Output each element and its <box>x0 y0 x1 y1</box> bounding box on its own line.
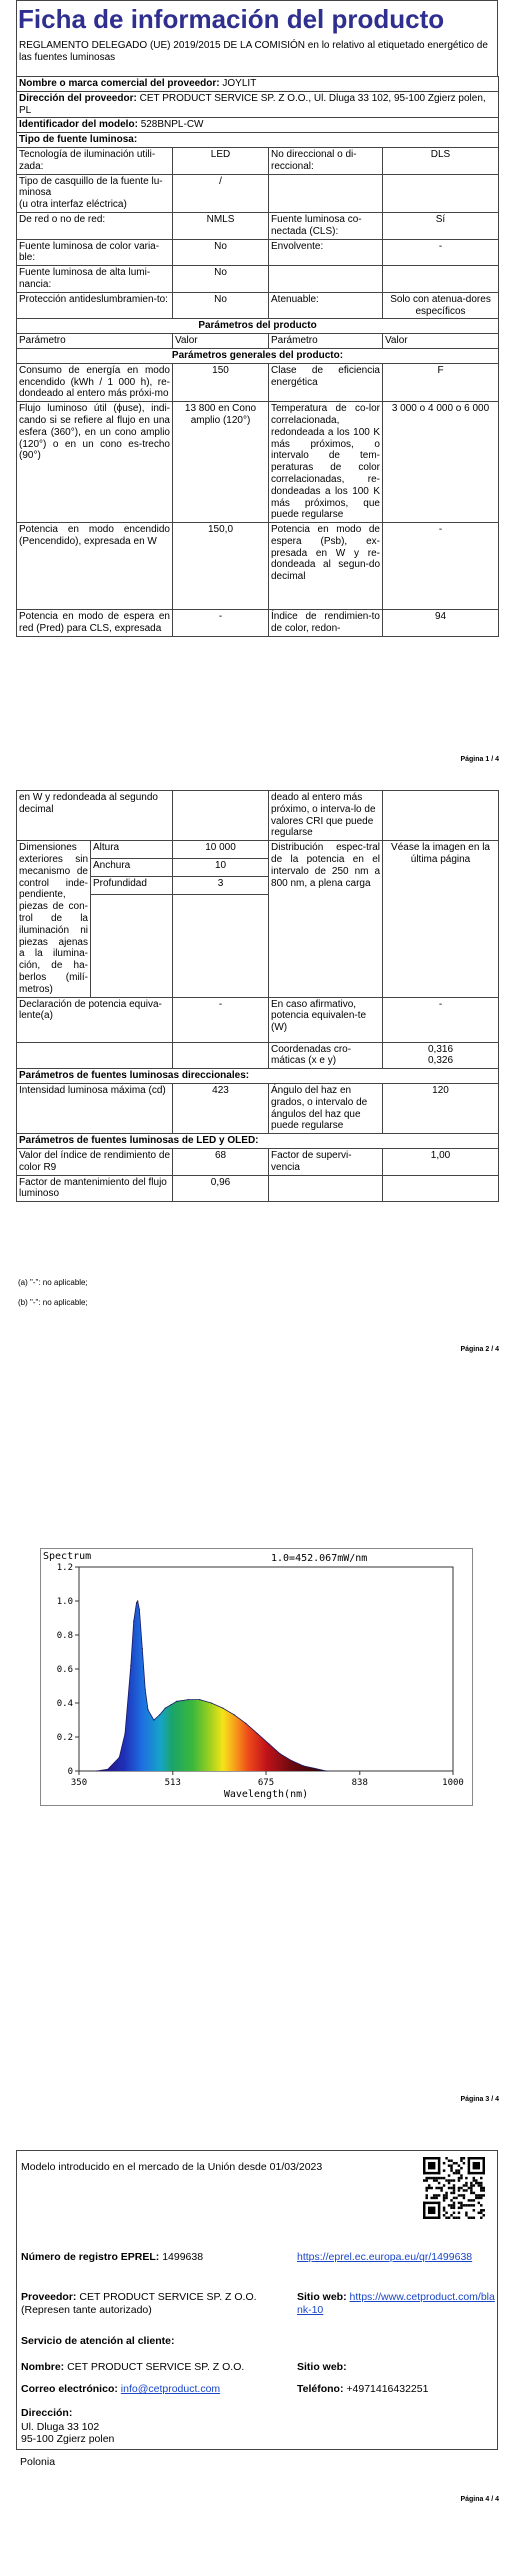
directional-params-title: Parámetros de fuentes luminosas direccionales: <box>17 1069 499 1084</box>
light-type-row <box>17 174 499 212</box>
param-label: en W y redondeada al segundo decimal <box>17 791 173 841</box>
spectrum-chart <box>40 1548 473 1806</box>
spectrum-point <box>159 1714 160 1715</box>
spectrum-point <box>136 1602 137 1603</box>
param-label: Tipo de casquillo de la fuente lu-minosa (u otra interfaz eléctrica) <box>17 174 173 212</box>
param-value <box>383 174 499 212</box>
x-tick-label: 513 <box>164 1778 181 1788</box>
address-title: Dirección: <box>21 2407 73 2419</box>
market-intro-text: Modelo introducido en el mercado de la Unión desde 01/03/2023 <box>21 2161 323 2173</box>
param-value: - <box>383 523 499 610</box>
page-number: Página 2 / 4 <box>460 1346 499 1353</box>
param-label: deado al entero más próximo, o interva-lo de valores CRI que puede regularse <box>269 791 383 841</box>
led-row <box>17 1175 499 1202</box>
param-label: Temperatura de co-lor correlacionada, redondeada a los 100 K más próximos, o intervalo de tem-peraturas de color correlacionadas, re-dondeadas a los 100 K más próximos, que puede regularse <box>269 402 383 523</box>
param-label: Clase de eficiencia energética <box>269 363 383 401</box>
spectrum-point <box>130 1665 131 1666</box>
param-value: 13 800 en Cono amplio (120°) <box>173 402 269 523</box>
chromaticity-row <box>17 1042 499 1069</box>
light-type-row <box>17 212 499 239</box>
spectrum-svg <box>41 1549 472 1805</box>
spectral-distribution-value: Véase la imagen en la última página <box>383 841 499 997</box>
param-label: Índice de rendimien-to de color, redon- <box>269 610 383 637</box>
param-value <box>383 1175 499 1202</box>
y-tick-label: 0.4 <box>56 1699 73 1709</box>
param-value: F <box>383 363 499 401</box>
dimension-name: Anchura <box>91 858 173 876</box>
footnote-a: (a) "-": no aplicable; <box>18 1278 88 1287</box>
param-label <box>269 266 383 293</box>
email-row: Correo electrónico: info@cetproduct.com <box>21 2383 221 2395</box>
param-label: Fuente luminosa co-nectada (CLS): <box>269 212 383 239</box>
param-value: NMLS <box>173 212 269 239</box>
param-label: Protección antideslumbramien-to: <box>17 292 173 319</box>
param-value: Solo con atenua-dores específicos <box>383 292 499 319</box>
page-number: Página 3 / 4 <box>460 2096 499 2103</box>
page-number: Página 1 / 4 <box>460 756 499 763</box>
email-link[interactable]: info@cetproduct.com <box>120 2383 221 2395</box>
param-value: 0,316 0,326 <box>383 1042 499 1069</box>
param-label: Potencia en modo de espera (Psb), ex-presada en W y re-dondeada al segun-do decimal <box>269 523 383 610</box>
spectrum-point <box>268 1743 269 1744</box>
website-row: Sitio web: https://www.cetproduct.com/blank-10 <box>297 2291 495 2317</box>
param-label: Ángulo del haz en grados, o intervalo de ángulos del haz que puede regularse <box>269 1083 383 1133</box>
param-label: Flujo luminoso útil (ϕuse), indi-cando si se refiere al flujo en una esfera (360°), en un cono amplio (120°) o en un cono es-trecho (90°) <box>17 402 173 523</box>
dimension-value: 10 000 <box>173 841 269 859</box>
spectral-distribution-label: Distribución espec-tral de la potencia en el intervalo de 250 nm a 800 nm, a plena carga <box>269 841 383 997</box>
param-label <box>269 1175 383 1202</box>
chart-annotation: 1.0=452.067mW/nm <box>271 1553 368 1564</box>
param-label: Declaración de potencia equiva-lente(a) <box>17 997 173 1042</box>
continued-row <box>17 791 499 841</box>
y-tick-label: 0.6 <box>56 1665 73 1675</box>
spectrum-point <box>107 1769 108 1770</box>
provider-row: Proveedor: CET PRODUCT SERVICE SP. Z O.O. (Represen tante autorizado) <box>21 2291 257 2317</box>
spectrum-point <box>199 1699 200 1700</box>
spectrum-point <box>291 1760 292 1761</box>
param-value: DLS <box>383 147 499 174</box>
param-value: - <box>173 997 269 1042</box>
dimension-value: 3 <box>173 876 269 894</box>
product-params-title: Parámetros del producto <box>17 319 499 334</box>
model-id-row: Identificador del modelo: 528BNPL-CW <box>17 118 499 133</box>
spectrum-point <box>234 1714 235 1715</box>
param-value: - <box>383 997 499 1042</box>
spectrum-point <box>145 1689 146 1690</box>
website-link[interactable]: https://www.cetproduct.com/blank-10 <box>297 2291 495 2317</box>
param-label: Envolvente: <box>269 239 383 266</box>
param-label: Factor de supervi-vencia <box>269 1148 383 1175</box>
param-label: De red o no de red: <box>17 212 173 239</box>
general-params-title: Parámetros generales del producto: <box>17 348 499 363</box>
dimension-value: 10 <box>173 858 269 876</box>
x-axis-label: Wavelength(nm) <box>223 1789 309 1800</box>
spectrum-point <box>142 1648 143 1649</box>
page-title: Ficha de información del producto <box>18 4 445 34</box>
spectrum-point <box>170 1704 171 1705</box>
led-params-title: Parámetros de fuentes luminosas de LED y OLED: <box>17 1134 499 1149</box>
x-tick-label: 838 <box>351 1778 368 1788</box>
address-line: Ul. Dluga 33 102 <box>21 2421 100 2433</box>
param-label: Valor del índice de rendimiento de color R9 <box>17 1148 173 1175</box>
param-value: No <box>173 266 269 293</box>
qr-code-icon <box>423 2157 485 2219</box>
spectrum-point <box>326 1770 327 1771</box>
spectrum-point <box>176 1701 177 1702</box>
param-value: 68 <box>173 1148 269 1175</box>
param-value: 150 <box>173 363 269 401</box>
eprel-link[interactable]: https://eprel.ec.europa.eu/qr/1499638 <box>297 2251 473 2263</box>
service-name-row: Nombre: CET PRODUCT SERVICE SP. Z O.O. <box>21 2361 245 2373</box>
equivalent-power-row <box>17 997 499 1042</box>
spectrum-area <box>96 1601 326 1771</box>
param-label: Atenuable: <box>269 292 383 319</box>
param-value: - <box>383 239 499 266</box>
light-type-row <box>17 239 499 266</box>
light-type-row <box>17 266 499 293</box>
spectrum-point <box>96 1770 97 1771</box>
param-label: Tecnología de iluminación utili-zada: <box>17 147 173 174</box>
page-number: Página 4 / 4 <box>460 2496 499 2503</box>
col-header: Valor <box>383 334 499 349</box>
x-axis <box>71 1771 464 1788</box>
service-web-row: Sitio web: <box>297 2361 347 2373</box>
param-label: Consumo de energía en modo encendido (kWh / 1 000 h), re-dondeado al entero más próxi-mo <box>17 363 173 401</box>
y-tick-label: 0.2 <box>56 1733 73 1743</box>
spectrum-point <box>137 1600 138 1601</box>
param-label: Intensidad luminosa máxima (cd) <box>17 1083 173 1133</box>
spectrum-point <box>133 1621 134 1622</box>
footnote-b: (b) "-": no aplicable; <box>18 1298 88 1307</box>
param-value: 120 <box>383 1083 499 1133</box>
param-label: No direccional o di-reccional: <box>269 147 383 174</box>
param-label: Factor de mantenimiento del flujo luminoso <box>17 1175 173 1202</box>
param-value: Sí <box>383 212 499 239</box>
light-type-row <box>17 147 499 174</box>
column-header-row <box>17 334 499 349</box>
x-tick-label: 675 <box>257 1778 275 1788</box>
x-tick-label: 1000 <box>442 1778 464 1788</box>
param-label <box>269 174 383 212</box>
address-line: Polonia <box>20 2456 56 2468</box>
param-value: / <box>173 174 269 212</box>
spectrum-point <box>188 1699 189 1700</box>
dimensions-row <box>17 841 499 859</box>
param-label: Fuente luminosa de color varia-ble: <box>17 239 173 266</box>
info-table-page-2 <box>16 790 499 1202</box>
spectrum-point <box>147 1709 148 1710</box>
light-type-rows <box>17 147 499 318</box>
eprel-row: Número de registro EPREL: 1499638 <box>21 2251 204 2263</box>
light-type-row <box>17 292 499 319</box>
dimension-name: Profundidad <box>91 876 173 894</box>
y-tick-label: 1.2 <box>56 1563 73 1573</box>
regulation-text: REGLAMENTO DELEGADO (UE) 2019/2015 DE LA COMISIÓN en lo relativo al etiquetado energético de las fuentes luminosas <box>19 40 488 63</box>
chart-title: Spectrum <box>43 1551 92 1562</box>
col-header: Parámetro <box>17 334 173 349</box>
param-value: - <box>173 610 269 637</box>
led-row <box>17 1148 499 1175</box>
param-label: Potencia en modo encendido (Pencendido), expresada en W <box>17 523 173 610</box>
general-param-row <box>17 610 499 637</box>
param-value <box>383 266 499 293</box>
param-value: LED <box>173 147 269 174</box>
param-value: 3 000 o 4 000 o 6 000 <box>383 402 499 523</box>
general-param-row <box>17 523 499 610</box>
param-label: En caso afirmativo, potencia equivalen-te (W) <box>269 997 383 1042</box>
param-value: 0,96 <box>173 1175 269 1202</box>
spectrum-point <box>280 1753 281 1754</box>
general-params-rows <box>17 363 499 636</box>
y-tick-label: 0.8 <box>56 1631 73 1641</box>
y-axis <box>57 1563 79 1777</box>
spectrum-point <box>211 1702 212 1703</box>
col-header: Parámetro <box>269 334 383 349</box>
spectrum-point <box>119 1757 120 1758</box>
general-param-row <box>17 402 499 523</box>
spectrum-point <box>124 1733 125 1734</box>
param-value: 423 <box>173 1083 269 1133</box>
directional-row <box>17 1083 499 1133</box>
spectrum-point <box>222 1708 223 1709</box>
param-label: Fuente luminosa de alta lumi-nancia: <box>17 266 173 293</box>
phone-row: Teléfono: +4971416432251 <box>297 2383 429 2395</box>
y-tick-label: 0 <box>67 1767 73 1777</box>
spectrum-point <box>139 1609 140 1610</box>
spectrum-point <box>165 1708 166 1709</box>
supplier-address-row: Dirección del proveedor: CET PRODUCT SERVICE SP. Z O.O., Ul. Dluga 33 102, 95-100 Zgierz polen, PL <box>17 91 499 118</box>
y-tick-label: 1.0 <box>56 1597 73 1607</box>
spectrum-point <box>245 1723 246 1724</box>
supplier-info-box <box>16 2150 498 2450</box>
info-table-page-1 <box>16 76 499 637</box>
param-label: Potencia en modo de espera en red (Pred) para CLS, expresada <box>17 610 173 637</box>
address-line: 95-100 Zgierz polen <box>21 2433 115 2445</box>
param-value: No <box>173 292 269 319</box>
param-value: No <box>173 239 269 266</box>
dimensions-label: Dimensiones exteriores sin mecanismo de control inde-pendiente, piezas de con-trol de la iluminación ni piezas ajenas a la ilumina-ción, de ha-berlos (milí-metros) <box>17 841 91 997</box>
param-label: Coordenadas cro-máticas (x e y) <box>269 1042 383 1069</box>
param-value: 94 <box>383 610 499 637</box>
spectrum-point <box>257 1733 258 1734</box>
spectrum-point <box>303 1765 304 1766</box>
spectrum-point <box>153 1719 154 1720</box>
col-header: Valor <box>173 334 269 349</box>
general-param-row <box>17 363 499 401</box>
x-tick-label: 350 <box>70 1778 88 1788</box>
spectrum-point <box>314 1768 315 1769</box>
param-value: 1,00 <box>383 1148 499 1175</box>
light-type-header: Tipo de fuente luminosa: <box>17 133 499 148</box>
supplier-name-row: Nombre o marca comercial del proveedor: JOYLIT <box>17 77 499 92</box>
service-title: Servicio de atención al cliente: <box>21 2335 175 2347</box>
param-value: 150,0 <box>173 523 269 610</box>
dimension-name: Altura <box>91 841 173 859</box>
